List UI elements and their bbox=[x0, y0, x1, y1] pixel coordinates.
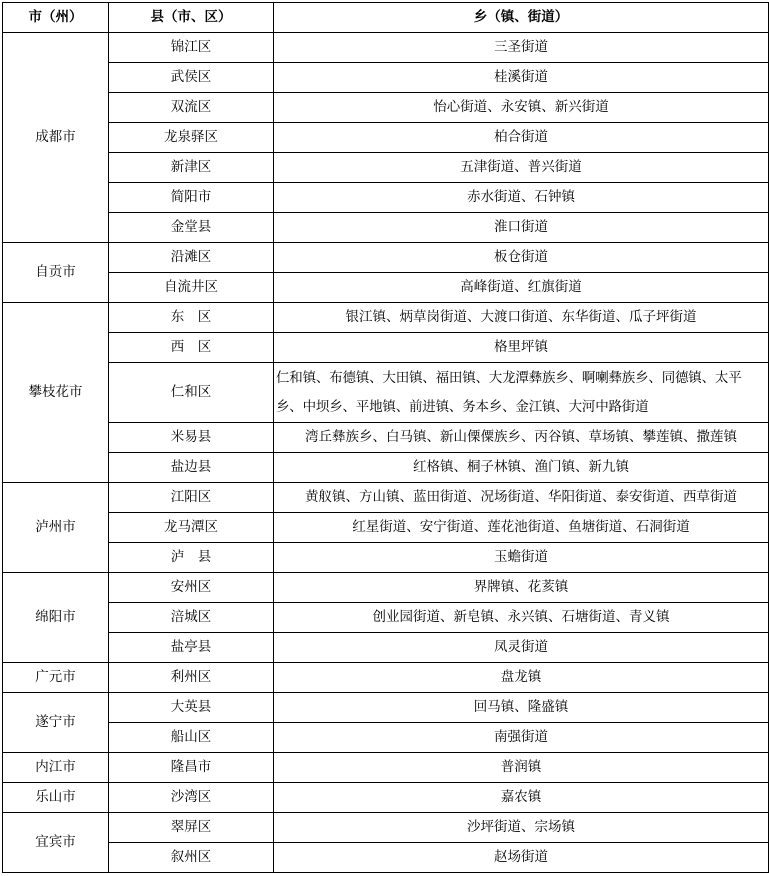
towns-cell: 银江镇、炳草岗街道、大渡口街道、东华街道、瓜子坪街道 bbox=[274, 303, 769, 333]
table-row bbox=[3, 213, 769, 243]
city-cell: 绵阳市 bbox=[3, 573, 109, 663]
table-row bbox=[3, 303, 769, 333]
table-row bbox=[3, 333, 769, 363]
county-cell: 翠屏区 bbox=[109, 813, 274, 843]
towns-cell: 盘龙镇 bbox=[274, 663, 769, 693]
table-row bbox=[3, 693, 769, 723]
towns-cell: 板仓街道 bbox=[274, 243, 769, 273]
city-cell: 攀枝花市 bbox=[3, 303, 109, 483]
county-cell: 龙泉驿区 bbox=[109, 123, 274, 153]
table-row bbox=[3, 633, 769, 663]
towns-cell: 柏合街道 bbox=[274, 123, 769, 153]
county-cell: 泸 县 bbox=[109, 543, 274, 573]
county-cell: 自流井区 bbox=[109, 273, 274, 303]
city-cell: 乐山市 bbox=[3, 783, 109, 813]
towns-cell: 桂溪街道 bbox=[274, 63, 769, 93]
table-row bbox=[3, 243, 769, 273]
county-cell: 锦江区 bbox=[109, 33, 274, 63]
county-cell: 江阳区 bbox=[109, 483, 274, 513]
county-cell: 简阳市 bbox=[109, 183, 274, 213]
towns-cell: 湾丘彝族乡、白马镇、新山傈僳族乡、丙谷镇、草场镇、攀莲镇、撒莲镇 bbox=[274, 423, 769, 453]
towns-cell: 红格镇、桐子林镇、渔门镇、新九镇 bbox=[274, 453, 769, 483]
table-row bbox=[3, 423, 769, 453]
county-cell: 新津区 bbox=[109, 153, 274, 183]
table-row bbox=[3, 363, 769, 423]
table-row bbox=[3, 273, 769, 303]
table-row bbox=[3, 603, 769, 633]
towns-cell: 沙坪街道、宗场镇 bbox=[274, 813, 769, 843]
table-row bbox=[3, 783, 769, 813]
table-row bbox=[3, 753, 769, 783]
city-cell: 成都市 bbox=[3, 33, 109, 243]
towns-cell: 淮口街道 bbox=[274, 213, 769, 243]
table-row bbox=[3, 813, 769, 843]
table-row bbox=[3, 93, 769, 123]
county-cell: 米易县 bbox=[109, 423, 274, 453]
table-header bbox=[3, 3, 769, 33]
table-row bbox=[3, 123, 769, 153]
county-cell: 盐亭县 bbox=[109, 633, 274, 663]
table-row bbox=[3, 63, 769, 93]
table-row bbox=[3, 483, 769, 513]
city-cell: 自贡市 bbox=[3, 243, 109, 303]
city-cell: 遂宁市 bbox=[3, 693, 109, 753]
county-cell: 西 区 bbox=[109, 333, 274, 363]
towns-cell: 南强街道 bbox=[274, 723, 769, 753]
towns-cell: 嘉农镇 bbox=[274, 783, 769, 813]
county-cell: 船山区 bbox=[109, 723, 274, 753]
county-cell: 武侯区 bbox=[109, 63, 274, 93]
table-row bbox=[3, 573, 769, 603]
table-row bbox=[3, 843, 769, 873]
district-table bbox=[2, 2, 769, 873]
county-cell: 东 区 bbox=[109, 303, 274, 333]
county-cell: 盐边县 bbox=[109, 453, 274, 483]
towns-cell: 五津街道、普兴街道 bbox=[274, 153, 769, 183]
towns-cell: 创业园街道、新皂镇、永兴镇、石塘街道、青义镇 bbox=[274, 603, 769, 633]
table-row bbox=[3, 153, 769, 183]
towns-cell: 赤水街道、石钟镇 bbox=[274, 183, 769, 213]
county-cell: 沙湾区 bbox=[109, 783, 274, 813]
table-row bbox=[3, 513, 769, 543]
city-cell: 泸州市 bbox=[3, 483, 109, 573]
towns-cell: 凤灵街道 bbox=[274, 633, 769, 663]
towns-cell: 三圣街道 bbox=[274, 33, 769, 63]
table-row bbox=[3, 33, 769, 63]
county-cell: 金堂县 bbox=[109, 213, 274, 243]
header-row bbox=[3, 3, 769, 33]
towns-cell: 普润镇 bbox=[274, 753, 769, 783]
towns-cell: 回马镇、隆盛镇 bbox=[274, 693, 769, 723]
county-cell: 叙州区 bbox=[109, 843, 274, 873]
table-row bbox=[3, 453, 769, 483]
county-cell: 利州区 bbox=[109, 663, 274, 693]
city-cell: 广元市 bbox=[3, 663, 109, 693]
table-body bbox=[3, 33, 769, 873]
county-cell: 隆昌市 bbox=[109, 753, 274, 783]
county-cell: 大英县 bbox=[109, 693, 274, 723]
county-cell: 沿滩区 bbox=[109, 243, 274, 273]
table-row bbox=[3, 723, 769, 753]
towns-cell: 赵场街道 bbox=[274, 843, 769, 873]
county-cell: 涪城区 bbox=[109, 603, 274, 633]
towns-cell: 黄舣镇、方山镇、蓝田街道、况场街道、华阳街道、泰安街道、西草街道 bbox=[274, 483, 769, 513]
county-cell: 双流区 bbox=[109, 93, 274, 123]
county-cell: 安州区 bbox=[109, 573, 274, 603]
header-county: 县（市、区） bbox=[109, 3, 274, 33]
towns-cell: 玉蟾街道 bbox=[274, 543, 769, 573]
table-row bbox=[3, 663, 769, 693]
header-town: 乡（镇、街道） bbox=[274, 3, 769, 33]
city-cell: 内江市 bbox=[3, 753, 109, 783]
header-city: 市（州） bbox=[3, 3, 109, 33]
towns-cell: 仁和镇、布德镇、大田镇、福田镇、大龙潭彝族乡、啊喇彝族乡、同德镇、太平乡、中坝乡、平地镇、前进镇、务本乡、金江镇、大河中路街道 bbox=[274, 363, 769, 423]
table-row bbox=[3, 543, 769, 573]
table-row bbox=[3, 183, 769, 213]
towns-cell: 怡心街道、永安镇、新兴街道 bbox=[274, 93, 769, 123]
towns-cell: 红星街道、安宁街道、莲花池街道、鱼塘街道、石洞街道 bbox=[274, 513, 769, 543]
county-cell: 龙马潭区 bbox=[109, 513, 274, 543]
county-cell: 仁和区 bbox=[109, 363, 274, 423]
towns-cell: 高峰街道、红旗街道 bbox=[274, 273, 769, 303]
towns-cell: 格里坪镇 bbox=[274, 333, 769, 363]
city-cell: 宜宾市 bbox=[3, 813, 109, 873]
towns-cell: 界牌镇、花荄镇 bbox=[274, 573, 769, 603]
